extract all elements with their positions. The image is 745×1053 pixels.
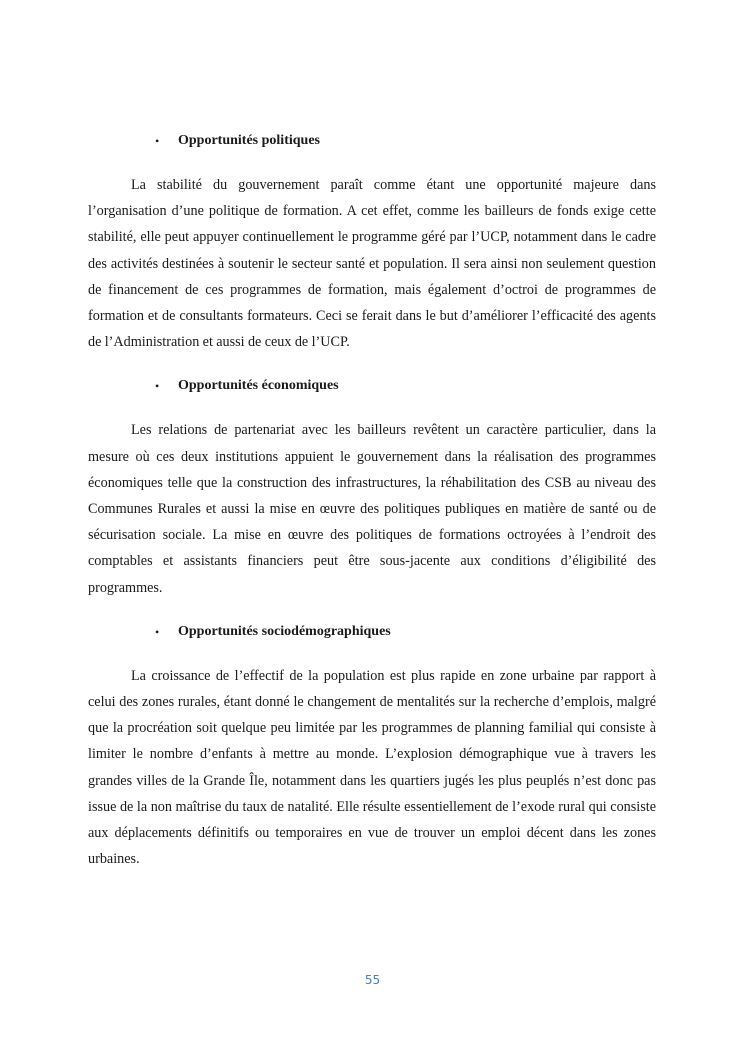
paragraph-sociodemographiques: La croissance de l’effectif de la population est plus rapide en zone urbaine par rapport à celui des zones rurales, étant donné le changement de mentalités sur la recherche d’emplois, malgré que la procréation soit quelque peu limitée par les programmes de planning familial qui consiste à limiter le nombre d’enfants à mettre au monde. L’explosion démographique vue à travers les grandes villes de la Grande Île, notamment dans les quartiers jugés les plus peuplés n’est donc pas issue de la non maîtrise du taux de natalité. Elle résulte essentiellement de l’exode rural qui consiste aux déplacements définitifs ou temporaires en vue de trouver un emploi décent dans les zones urbaines. — [88, 667, 656, 868]
paragraph-economiques: Les relations de partenariat avec les bailleurs revêtent un caractère particulier, dans la mesure où ces deux institutions appuient le gouvernement dans la réalisation des programmes économiques telle que la construction des infrastructures, la réhabilitation des CSB au niveau des Communes Rurales et aussi la mise en œuvre des politiques publiques en matière de santé ou de sécurisation sociale. La mise en œuvre des politiques de formations octroyées à l’endroit des comptables et assistants financiers peut être sous-jacente aux conditions d’éligibilité des programmes. — [88, 422, 656, 596]
bullet-icon: • — [155, 134, 160, 148]
paragraph-politiques: La stabilité du gouvernement paraît comme étant une opportunité majeure dans l’organisation d’une politique de formation. A cet effet, comme les bailleurs de fonds exige cette stabilité, elle peut appuyer continuellement le programme géré par l’UCP, notamment dans le cadre des activités destinées à soutenir le secteur santé et population. Il sera ainsi non seulement question de financement de ces programmes de formation, mais également d’octroi de programmes de formation et de consultants formateurs. Ceci se ferait dans le but d’améliorer l’efficacité des agents de l’Administration et aussi de ceux de l’UCP. — [88, 177, 656, 351]
section-heading-politiques — [88, 128, 656, 154]
page-number: 55 — [364, 973, 381, 987]
document-page — [88, 128, 656, 872]
bullet-icon: • — [155, 379, 160, 394]
section-heading-text: Opportunités politiques — [178, 133, 320, 148]
bullet-icon: • — [155, 624, 160, 639]
section-heading-economiques — [88, 373, 656, 399]
section-heading-text: Opportunités économiques — [178, 378, 339, 394]
section-heading-sociodemographiques — [88, 619, 656, 645]
section-heading-text: Opportunités sociodémographiques — [178, 623, 391, 639]
